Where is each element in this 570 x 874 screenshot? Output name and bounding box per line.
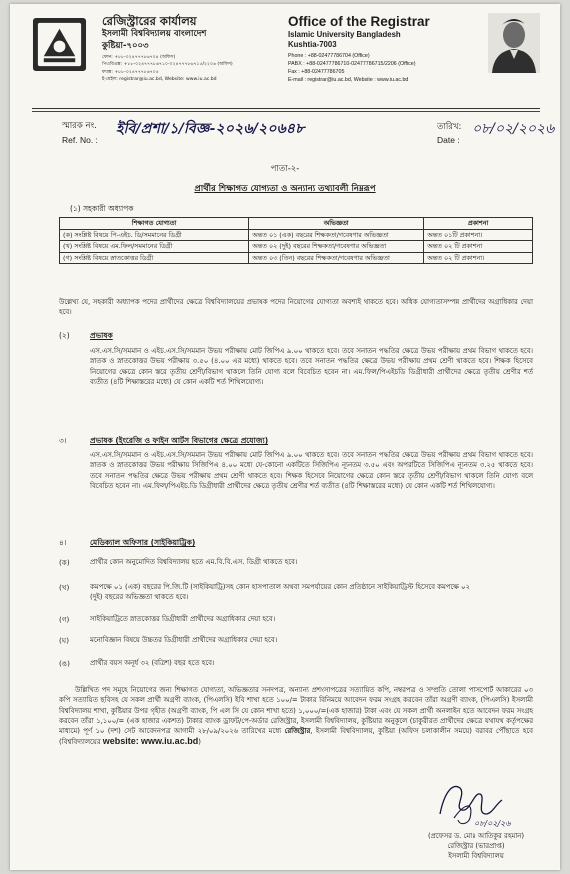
table-cell: (খ) সংশ্লিষ্ট বিষয়ে এম.ফিল/সমমানের ডিগ্রী xyxy=(60,241,249,253)
closing-text-2: , ইসলামী বিশ্ববিদ্যালয়, কুষ্টিয়া (অফিস চলাকালীন সময়ে) বরাবর পৌঁছাতে হবে (বিশ্ববিদ্যালয়ের xyxy=(59,727,533,747)
date-label-en: Date : xyxy=(437,135,460,145)
ref-label-en: Ref. No. : xyxy=(62,135,98,145)
table-cell: (গ) সংশ্লিষ্ট বিষয়ে স্নাতকোত্তর ডিগ্রী xyxy=(60,252,249,264)
table-header-cell: অভিজ্ঞতা xyxy=(249,218,424,230)
bangla-letterhead xyxy=(102,14,302,83)
bn-fax: ফ্যাক্স: +৮৮-০২৪৭৭৭৮৬৭০৫ xyxy=(102,69,159,75)
en-fax: Fax : +88-02477786705 xyxy=(288,69,345,75)
item-label: (খ) xyxy=(59,583,70,592)
table-header-row xyxy=(60,218,533,230)
portrait-image xyxy=(488,13,540,73)
page-number: পাতা-২- xyxy=(270,164,300,174)
university-logo xyxy=(32,17,87,72)
signature-date: ০৮/০২/২৬ xyxy=(474,819,511,828)
ref-label-bn: স্মারক নং. xyxy=(62,121,97,131)
date-value: ০৮/০২/২০২৬ xyxy=(472,121,555,137)
table-row xyxy=(60,241,533,253)
closing-registrar: রেজিস্ট্রার xyxy=(284,727,311,736)
table-cell: অন্তত ০১ (এক) বছরের শিক্ষকতা/গবেষণার অভিজ্ঞতা xyxy=(249,229,424,241)
en-phone: Phone : +88-02477786704 (Office) xyxy=(288,53,370,59)
section3-text: এস.এস.সি/সমমান ও এইচ.এস.সি/সমমান উভয় পরীক্ষায় মোট জিপিএ ৯.০০ থাকতে হবে। তবে সনাতন পদ্ধতির ক্ষেত্রে উভয় পরীক্ষায় প্রথম বিভাগ থাকতে হবে। স্নাতক ও স্নাতকোত্তর উভয় পরীক্ষায় সিজিপিএ ৪.০০ মধ্যে যে-কোনো একটিতে সিজিপিএ ন্যূনতম ৩.৫০ এবং অপরটিতে সিজিপিএ ন্যূনতম ৩.২৫ থাকতে হবে। তবে সনাতন পদ্ধতির ক্ষেত্রে উভয় পরীক্ষায় প্রথম শ্রেণী থাকতে হবে। শিক্ষক হিসেবে নিয়োগের ক্ষেত্রে কোন স্তরে তৃতীয় শ্রেণী/বিভাগ থাকলে তিনি যোগ্য বলে বিবেচিত হবেন না। এম.ফিল/পিএইচ.ডি ডিগ্রীধারী প্রার্থীদের ক্ষেত্রে তৃতীয় শ্রেণীর শর্ত ব্যতীত (৪টি শিক্ষাস্তরের মধ্যে) যে কোন একটি শর্ত শিথিলযোগ্য। xyxy=(90,451,533,490)
table-cell: অন্তত ০২ টি প্রকাশনা। xyxy=(424,252,533,264)
section2-number: (২) xyxy=(59,331,70,340)
website-label: website: xyxy=(102,736,139,747)
english-letterhead xyxy=(288,14,498,84)
closing-text: উল্লিখিত পদ সমূহে নিয়োগের জন্য শিক্ষাগত যোগ্যতা, অভিজ্ঞতার সনদপত্র, অন্যান্য প্রশংসাপত্রের সত্যায়িত কপি, নম্বরপত্র ও সম্প্রতি তোলা পাসপোর্ট আকারের ০৩ কপি সত্যায়িত ছবিসহ যে সকল প্রার্থী অগ্রণী ব্যাংক, (পিএলসি) ইবি শাখা হতে ১০০/= টাকার বিনিময়ে আবেদন ফরম সংগ্রহ করবেন তাঁরা অগ্রণী ব্যাংক, (পিএলসি) ইসলামী বিশ্ববিদ্যালয় শাখা, কুষ্টিয়ার উপর গৃহীত (অগ্রণী ব্যাংক, পি এল সি যে কোন শাখা হতে) ১,০০০/=(এক হাজার) টাকা এবং যে সকল প্রার্থী অনলাইন হতে আবেদন ফরম সংগ্রহ করবেন তাঁরা ১,১০০/= (এক হাজার একশত) টাকার ব্যাংক ড্রাফট/পে-অর্ডার রেজিস্ট্রার, ইসলামী বিশ্ববিদ্যালয়, কুষ্টিয়ার অনুকূলে (চাকুরীরত প্রার্থীদের ক্ষেত্রে যথাযথ কর্তৃপক্ষের মাধ্যমে) পূর্ণ ১০ (দশ) সেট আবেদনপত্র আগামী ২৮/০৯/২০২৬ তারিখের মধ্যে xyxy=(59,686,533,736)
item-text: সাইকিয়াট্রিতে স্নাতকোত্তর ডিগ্রীধারী প্রার্থীদের অগ্রাধিকার দেয়া হবে। xyxy=(90,615,276,623)
table-header-cell: প্রকাশনা xyxy=(424,218,533,230)
header-rule xyxy=(32,108,540,109)
en-university-name: Islamic University Bangladesh xyxy=(288,30,401,39)
ref-number: ই‌বি/প্রশা/১/বিজ্ঞ-২০২৬/২০৬৪৮ xyxy=(116,121,305,137)
table-cell: অন্তত ০৩ (তিন) বছরের শিক্ষকতা/গবেষণার অভিজ্ঞতা xyxy=(249,252,424,264)
signatory-block xyxy=(416,831,536,861)
bn-pabx: পিএবিএক্স: +৮৮-০২৪৭৭৭৮৬৭১০-০২৪৭৭৭৮৬৭১৫/২২০৬ (অফিস) xyxy=(102,62,233,68)
section2-text: এস.এস.সি/সমমান ও এইচ.এস.সি/সমমান উভয় পরীক্ষায় মোট জিপিএ ৯.০০ থাকতে হবে। তবে সনাতন পদ্ধতির ক্ষেত্রে উভয় পরীক্ষায় প্রথম বিভাগ থাকতে হবে। স্নাতক ও স্নাতকোত্তর উভয় পরীক্ষায় ৩.৫০ (৪.০০ এর মধ্যে) থাকতে হবে। তবে সনাতন পদ্ধতির ক্ষেত্রে উভয় পরীক্ষায় প্রথম শ্রেণী থাকতে হবে। শিক্ষক হিসেবে নিয়োগের ক্ষেত্রে কোন স্তরে তৃতীয় শ্রেণী/বিভাগ থাকলে তিনি যোগ্য বলে বিবেচিত হবেন না। এম.ফিল/পিএইচডি ডিগ্রীধারী প্রার্থীদের ক্ষেত্রে তৃতীয় শ্রেণীর শর্ত ব্যতীত (৪টি শিক্ষাস্তরের মধ্যে) যে কোন একটি শর্ত শিথিলযোগ্য। xyxy=(90,347,533,386)
bn-city: কুষ্টিয়া-৭০০৩ xyxy=(102,41,149,51)
item-text: কমপক্ষে ০১ (এক) বছরের পি.জি.টি (সাইকিয়াট্রি)সহ কোন হাসপাতাল অথবা সমপর্যায়ের কোন প্রতিষ্ঠানে সাইকিয়াট্রিস্ট হিসেবে কমপক্ষে ০২ (দুই) বছরের অভিজ্ঞতা থাকতে হবে। xyxy=(90,583,470,601)
table-row xyxy=(60,229,533,241)
bn-email: ই-মেইল: registrar@iu.ac.bd, Website: www.iu.ac.bd xyxy=(102,76,217,82)
table-cell: (ক) সংশ্লিষ্ট বিষয়ে পি-এইচ. ডি/সমমানের ডিগ্রী xyxy=(60,229,249,241)
en-pabx: PABX : +88-02477786710-02477786715/2206 (Office) xyxy=(288,61,416,67)
section3-title: প্রভাষক (ইংরেজি ও ফাইন আর্টস বিভাগের ক্ষেত্রে প্রযোজ্য) xyxy=(90,436,269,445)
signatory-title: রেজিস্ট্রার (ভারপ্রাপ্ত) xyxy=(447,842,505,850)
table-header-cell: শিক্ষাগত যোগ্যতা xyxy=(60,218,249,230)
item-label: (ক) xyxy=(59,558,70,567)
bn-office-title: রেজিস্ট্রারের কার্যালয় xyxy=(102,14,197,28)
bn-phone: ফোন: +৮৮-০২৪৭৭৭৮৬৭০৪ (অফিস) xyxy=(102,55,176,60)
item-label: (গ) xyxy=(59,615,70,624)
qualification-table xyxy=(59,217,533,264)
website-link[interactable]: www.iu.ac.bd xyxy=(141,736,199,747)
handwritten-signature xyxy=(430,774,512,829)
signatory-org: ইসলামী বিশ্ববিদ্যালয় xyxy=(448,852,504,860)
table-cell: অন্তত ০২ (দুই) বছরের শিক্ষকতা/গবেষণার অভিজ্ঞতা xyxy=(249,241,424,253)
section2-title: প্রভাষক xyxy=(90,331,113,340)
section4-number: ৪। xyxy=(59,538,67,547)
table-row xyxy=(60,252,533,264)
en-office-title: Office of the Registrar xyxy=(288,14,430,29)
document-subtitle: প্রার্থীর শিক্ষাগত যোগ্যতা ও অন্যান্য তথ্যাবলী নিম্নরূপ xyxy=(194,184,376,194)
table-cell: অন্তত ০১টি প্রকাশনা। xyxy=(424,229,533,241)
bn-university-name: ইসলামী বিশ্ববিদ্যালয় বাংলাদেশ xyxy=(102,29,207,39)
en-email: E-mail : registrar@iu.ac.bd, Website : www.iu.ac.bd xyxy=(288,77,409,83)
header-rule-thin xyxy=(32,111,540,112)
item-text: মনোবিজ্ঞান বিষয়ে উচ্চতর ডিগ্রীধারী প্রার্থীদের অগ্রাধিকার দেয়া হবে। xyxy=(90,636,278,644)
item-text: প্রার্থীর বয়স অনূর্ধ ৩২ (বত্রিশ) বছর হতে হবে। xyxy=(90,659,215,667)
en-city: Kushtia-7003 xyxy=(288,39,337,49)
item-label: (ঘ) xyxy=(59,636,70,645)
section4-title: মেডিক্যাল অফিসার (সাইকিয়াট্রিক) xyxy=(90,538,196,547)
item-label: (ঙ) xyxy=(59,659,70,668)
closing-text-3: ) xyxy=(198,738,201,747)
section1-note: উল্লেখ্য যে, সহকারী অধ্যাপক পদের প্রার্থীদের ক্ষেত্রে বিশ্ববিদ্যালয়ের প্রভাষক পদের নিয়োগের যোগ্যতা অবশ্যই থাকতে হবে। অধিক যোগ্যতাসম্পন্ন প্রার্থীদের অগ্রাধিকার দেয়া হবে। xyxy=(59,298,533,317)
date-label-bn: তারিখ: xyxy=(437,122,462,132)
item-text: প্রার্থীর কোন অনুমোদিত বিশ্ববিদ্যালয় হতে এম.বি.বি.এস. ডিগ্রী থাকতে হবে। xyxy=(90,558,298,566)
section1-title: (১) সহকারী অধ্যাপক xyxy=(70,204,134,213)
section3-number: ৩। xyxy=(59,436,67,445)
closing-paragraph xyxy=(59,685,533,748)
signatory-name: (প্রফেসর ড. মোঃ আতিকুর রহমান) xyxy=(427,832,525,840)
document-page xyxy=(10,4,560,870)
table-cell: অন্তত ০২ টি প্রকাশনা xyxy=(424,241,533,253)
